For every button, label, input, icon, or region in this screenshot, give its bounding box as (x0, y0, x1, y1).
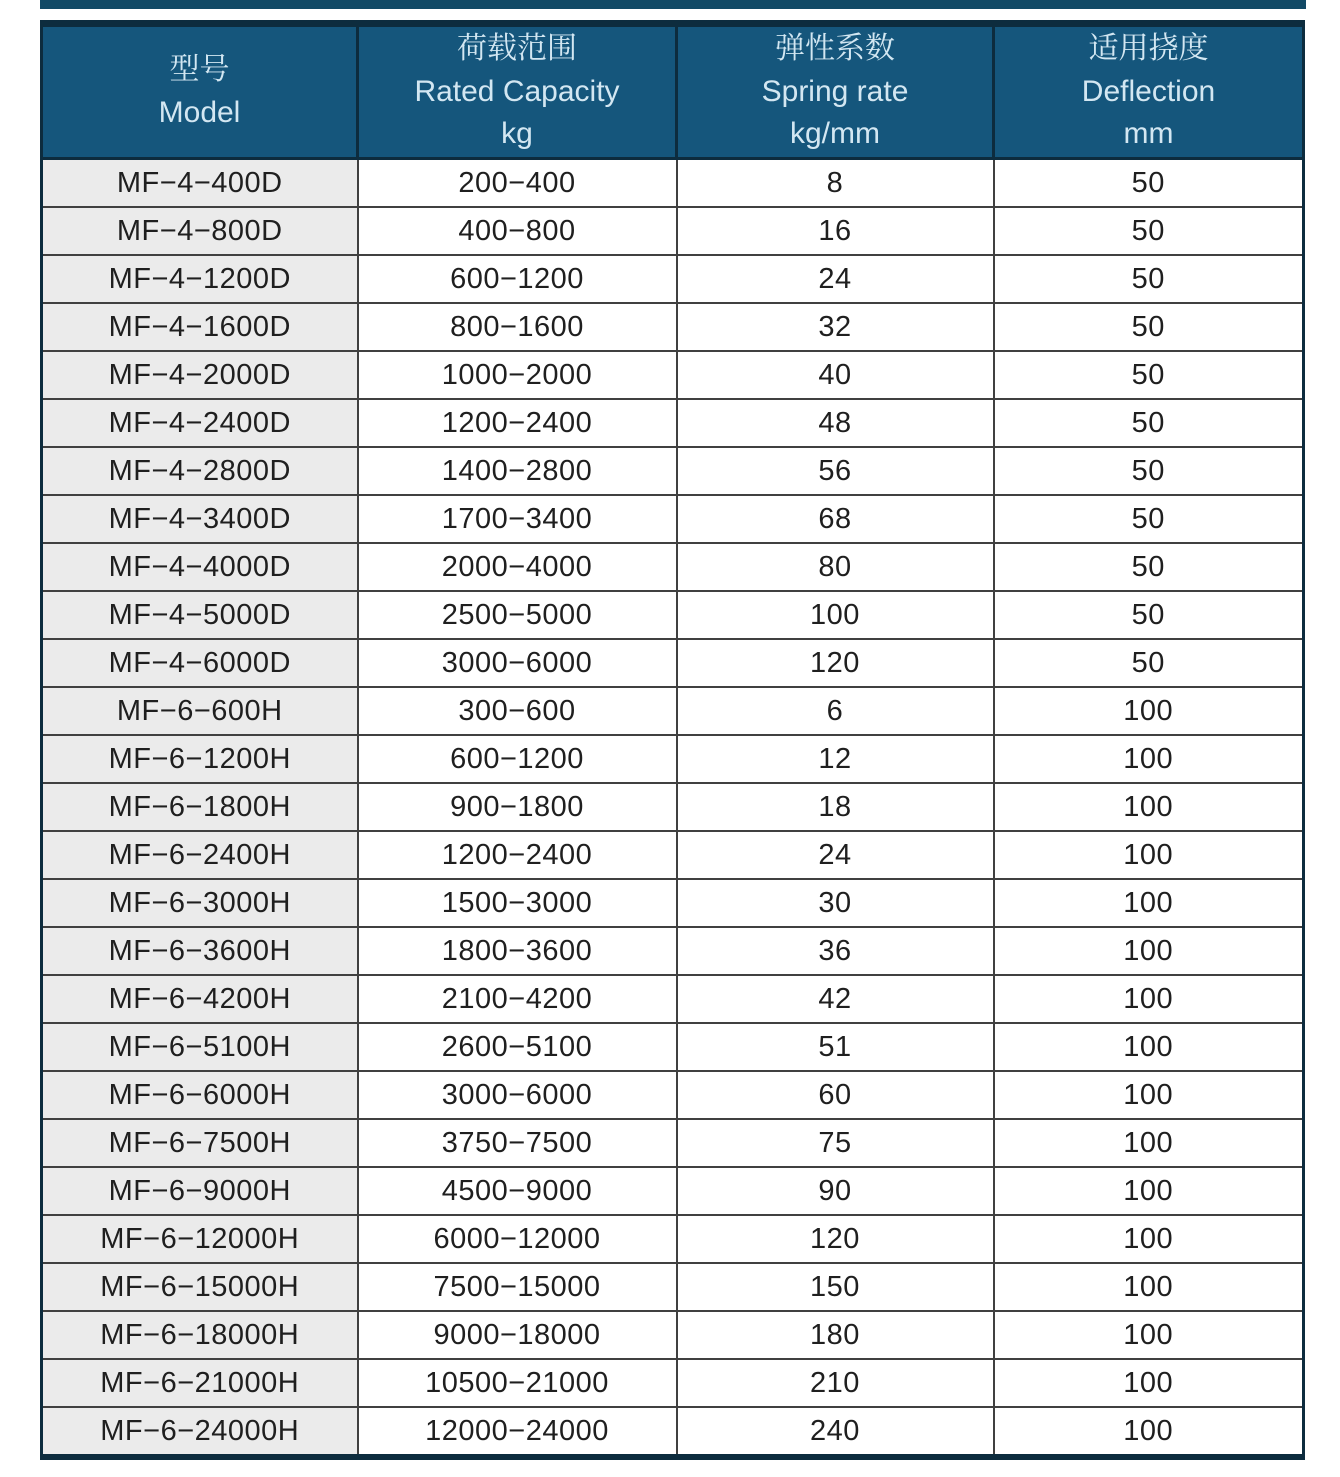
cell-deflection: 50 (994, 495, 1304, 543)
table-row (42, 255, 1304, 303)
cell-deflection: 50 (994, 447, 1304, 495)
header-rate-en: Spring rate (761, 74, 909, 108)
cell-capacity: 1500−3000 (358, 879, 677, 927)
cell-model: MF−6−18000H (42, 1311, 358, 1359)
cell-deflection: 100 (994, 1071, 1304, 1119)
cell-capacity: 6000−12000 (358, 1215, 677, 1263)
cell-deflection: 100 (994, 1119, 1304, 1167)
header-capacity-unit: kg (501, 117, 533, 151)
table-row (42, 591, 1304, 639)
cell-capacity: 1200−2400 (358, 831, 677, 879)
cell-rate: 48 (677, 399, 994, 447)
table-row (42, 495, 1304, 543)
cell-deflection: 50 (994, 303, 1304, 351)
table-row (42, 543, 1304, 591)
cell-model: MF−6−600H (42, 687, 358, 735)
cell-rate: 240 (677, 1407, 994, 1457)
cell-deflection: 50 (994, 543, 1304, 591)
cell-deflection: 100 (994, 735, 1304, 783)
cell-model: MF−4−6000D (42, 639, 358, 687)
cell-rate: 36 (677, 927, 994, 975)
cell-deflection: 50 (994, 159, 1304, 208)
cell-rate: 40 (677, 351, 994, 399)
cell-rate: 56 (677, 447, 994, 495)
cell-model: MF−6−5100H (42, 1023, 358, 1071)
cell-deflection: 50 (994, 255, 1304, 303)
cell-model: MF−4−1600D (42, 303, 358, 351)
cell-rate: 12 (677, 735, 994, 783)
top-divider-bar (40, 0, 1306, 9)
table-row (42, 399, 1304, 447)
cell-model: MF−4−1200D (42, 255, 358, 303)
cell-model: MF−6−21000H (42, 1359, 358, 1407)
table-row (42, 783, 1304, 831)
table-row (42, 735, 1304, 783)
cell-rate: 100 (677, 591, 994, 639)
cell-model: MF−6−1200H (42, 735, 358, 783)
cell-capacity: 600−1200 (358, 735, 677, 783)
table-header (42, 24, 1304, 159)
table-row (42, 1167, 1304, 1215)
cell-capacity: 1000−2000 (358, 351, 677, 399)
cell-deflection: 50 (994, 591, 1304, 639)
cell-rate: 18 (677, 783, 994, 831)
cell-deflection: 100 (994, 879, 1304, 927)
cell-rate: 180 (677, 1311, 994, 1359)
cell-capacity: 2600−5100 (358, 1023, 677, 1071)
table-row (42, 1119, 1304, 1167)
cell-deflection: 100 (994, 783, 1304, 831)
table-row (42, 831, 1304, 879)
cell-rate: 75 (677, 1119, 994, 1167)
table-row (42, 687, 1304, 735)
cell-model: MF−6−9000H (42, 1167, 358, 1215)
cell-model: MF−4−400D (42, 159, 358, 208)
table-row (42, 1263, 1304, 1311)
cell-rate: 60 (677, 1071, 994, 1119)
cell-rate: 210 (677, 1359, 994, 1407)
header-cell-rated-capacity (358, 24, 677, 159)
cell-rate: 150 (677, 1263, 994, 1311)
table-row (42, 639, 1304, 687)
header-deflection-unit: mm (1123, 117, 1174, 151)
cell-deflection: 100 (994, 927, 1304, 975)
header-deflection-en: Deflection (1081, 74, 1216, 108)
cell-model: MF−6−6000H (42, 1071, 358, 1119)
cell-capacity: 300−600 (358, 687, 677, 735)
cell-capacity: 12000−24000 (358, 1407, 677, 1457)
cell-capacity: 2500−5000 (358, 591, 677, 639)
table-row (42, 303, 1304, 351)
cell-model: MF−6−15000H (42, 1263, 358, 1311)
cell-deflection: 100 (994, 1311, 1304, 1359)
cell-deflection: 50 (994, 351, 1304, 399)
cell-model: MF−4−800D (42, 207, 358, 255)
cell-model: MF−6−24000H (42, 1407, 358, 1457)
table-row (42, 207, 1304, 255)
cell-rate: 90 (677, 1167, 994, 1215)
cell-capacity: 1800−3600 (358, 927, 677, 975)
cell-rate: 42 (677, 975, 994, 1023)
cell-deflection: 100 (994, 1359, 1304, 1407)
cell-deflection: 100 (994, 687, 1304, 735)
cell-deflection: 50 (994, 207, 1304, 255)
cell-capacity: 10500−21000 (358, 1359, 677, 1407)
header-cell-model (42, 24, 358, 159)
cell-capacity: 900−1800 (358, 783, 677, 831)
cell-model: MF−4−2800D (42, 447, 358, 495)
table-row (42, 975, 1304, 1023)
cell-rate: 24 (677, 831, 994, 879)
cell-capacity: 1400−2800 (358, 447, 677, 495)
table-row (42, 1023, 1304, 1071)
header-model-en: Model (158, 96, 241, 129)
header-row (42, 24, 1304, 159)
table-row (42, 879, 1304, 927)
header-rate-zh: 弹性系数 (775, 32, 895, 66)
table-row (42, 1071, 1304, 1119)
cell-rate: 24 (677, 255, 994, 303)
cell-model: MF−4−2400D (42, 399, 358, 447)
header-cell-spring-rate (677, 24, 994, 159)
cell-deflection: 50 (994, 639, 1304, 687)
cell-capacity: 3000−6000 (358, 1071, 677, 1119)
cell-capacity: 2000−4000 (358, 543, 677, 591)
cell-deflection: 100 (994, 1215, 1304, 1263)
cell-deflection: 100 (994, 1023, 1304, 1071)
table-row (42, 447, 1304, 495)
table-row (42, 1215, 1304, 1263)
cell-capacity: 1700−3400 (358, 495, 677, 543)
table-row (42, 927, 1304, 975)
cell-deflection: 100 (994, 1407, 1304, 1457)
cell-capacity: 800−1600 (358, 303, 677, 351)
header-cell-deflection (994, 24, 1304, 159)
cell-deflection: 100 (994, 831, 1304, 879)
cell-rate: 16 (677, 207, 994, 255)
cell-model: MF−6−3600H (42, 927, 358, 975)
cell-capacity: 1200−2400 (358, 399, 677, 447)
cell-rate: 68 (677, 495, 994, 543)
cell-model: MF−6−3000H (42, 879, 358, 927)
table-row (42, 159, 1304, 208)
cell-model: MF−4−4000D (42, 543, 358, 591)
header-deflection-zh: 适用挠度 (1088, 32, 1209, 66)
table-row (42, 1359, 1304, 1407)
cell-deflection: 100 (994, 1167, 1304, 1215)
spring-hanger-spec-table (40, 20, 1305, 1460)
table-row (42, 351, 1304, 399)
cell-deflection: 50 (994, 399, 1304, 447)
cell-model: MF−6−7500H (42, 1119, 358, 1167)
cell-capacity: 200−400 (358, 159, 677, 208)
table-row (42, 1311, 1304, 1359)
cell-rate: 51 (677, 1023, 994, 1071)
cell-model: MF−6−2400H (42, 831, 358, 879)
header-model-zh: 型号 (169, 53, 230, 87)
cell-capacity: 4500−9000 (358, 1167, 677, 1215)
cell-capacity: 9000−18000 (358, 1311, 677, 1359)
cell-deflection: 100 (994, 975, 1304, 1023)
cell-rate: 80 (677, 543, 994, 591)
cell-deflection: 100 (994, 1263, 1304, 1311)
cell-rate: 120 (677, 1215, 994, 1263)
cell-model: MF−4−2000D (42, 351, 358, 399)
table-body (42, 159, 1304, 1458)
cell-model: MF−4−5000D (42, 591, 358, 639)
cell-capacity: 400−800 (358, 207, 677, 255)
cell-capacity: 3750−7500 (358, 1119, 677, 1167)
header-capacity-zh: 荷载范围 (457, 32, 577, 66)
cell-capacity: 2100−4200 (358, 975, 677, 1023)
cell-model: MF−6−12000H (42, 1215, 358, 1263)
cell-capacity: 600−1200 (358, 255, 677, 303)
header-capacity-en: Rated Capacity (414, 74, 620, 108)
cell-model: MF−6−4200H (42, 975, 358, 1023)
cell-rate: 120 (677, 639, 994, 687)
table-row (42, 1407, 1304, 1457)
cell-capacity: 3000−6000 (358, 639, 677, 687)
cell-rate: 6 (677, 687, 994, 735)
cell-rate: 32 (677, 303, 994, 351)
cell-model: MF−6−1800H (42, 783, 358, 831)
cell-model: MF−4−3400D (42, 495, 358, 543)
cell-capacity: 7500−15000 (358, 1263, 677, 1311)
cell-rate: 30 (677, 879, 994, 927)
header-rate-unit: kg/mm (790, 117, 880, 151)
cell-rate: 8 (677, 159, 994, 208)
